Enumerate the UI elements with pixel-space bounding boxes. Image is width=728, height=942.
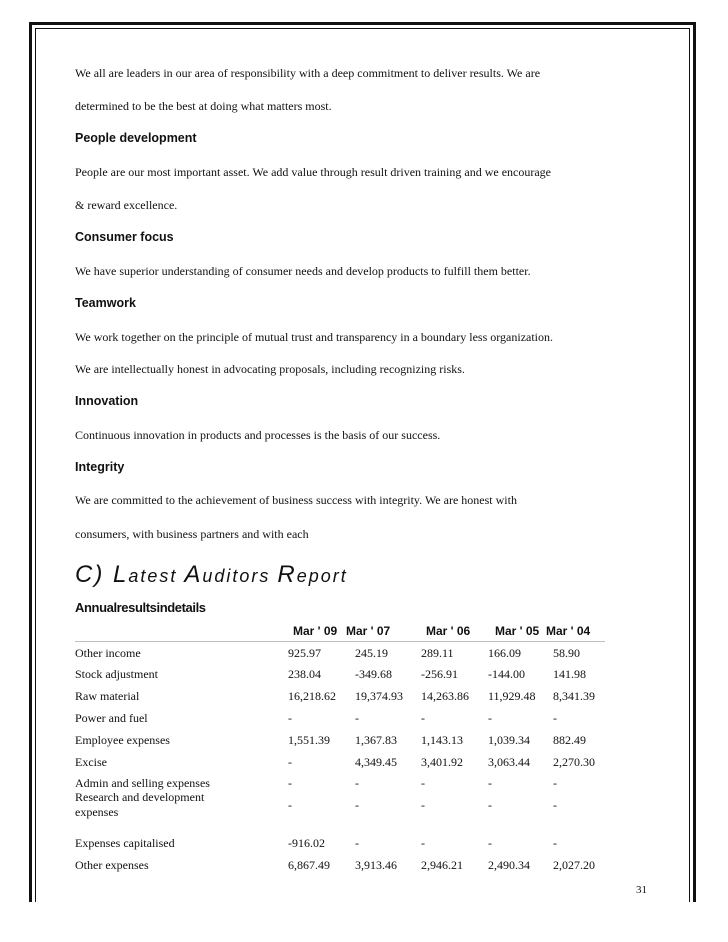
table-cell: - (355, 798, 359, 812)
row-label: Excise (75, 755, 107, 769)
table-cell: - (488, 711, 492, 725)
intro-line-1: We all are leaders in our area of responsibility with a deep commitment to deliver results. We are (75, 66, 541, 80)
table-cell: 58.90 (553, 646, 580, 660)
heading-integrity: Integrity (75, 460, 125, 474)
table-cell: 16,218.62 (288, 689, 336, 703)
table-cell: - (488, 798, 492, 812)
heading-people-development: People development (75, 131, 197, 145)
table-cell: 3,401.92 (421, 755, 463, 769)
table-cell: 245.19 (355, 646, 388, 660)
table-row (75, 733, 635, 755)
column-header-mar-09: Mar ' 09 (293, 624, 338, 638)
table-row (75, 858, 635, 880)
table-cell: 925.97 (288, 646, 321, 660)
table-cell: - (488, 776, 492, 790)
column-header-mar-05: Mar ' 05 (495, 624, 540, 638)
row-label: expenses (75, 805, 119, 819)
row-label: Employee expenses (75, 733, 170, 747)
table-cell: 11,929.48 (488, 689, 536, 703)
table-cell: 8,341.39 (553, 689, 595, 703)
table-cell: 3,063.44 (488, 755, 530, 769)
column-header-mar-06: Mar ' 06 (426, 624, 471, 638)
table-row (75, 667, 635, 689)
table-cell: - (488, 836, 492, 850)
table-cell: - (288, 711, 292, 725)
column-header-mar-04: Mar ' 04 (546, 624, 591, 638)
innovation-line-1: Continuous innovation in products and processes is the basis of our success. (75, 428, 441, 442)
table-cell: - (355, 836, 359, 850)
table-cell: 6,867.49 (288, 858, 330, 872)
table-cell: -349.68 (355, 667, 392, 681)
table-cell: - (421, 711, 425, 725)
intro-line-2: determined to be the best at doing what matters most. (75, 99, 332, 113)
table-cell: 3,913.46 (355, 858, 397, 872)
table-cell: 2,270.30 (553, 755, 595, 769)
consumer-line-1: We have superior understanding of consumer needs and develop products to fulfill them better. (75, 264, 531, 278)
table-cell: 19,374.93 (355, 689, 403, 703)
table-cell: 2,027.20 (553, 858, 595, 872)
table-cell: 882.49 (553, 733, 586, 747)
row-label: Admin and selling expenses (75, 776, 210, 790)
table-cell: 1,039.34 (488, 733, 530, 747)
integrity-line-1: We are committed to the achievement of business success with integrity. We are honest with (75, 493, 517, 507)
table-cell: - (288, 798, 292, 812)
people-line-1: People are our most important asset. We add value through result driven training and we encourage (75, 165, 552, 179)
table-cell: -144.00 (488, 667, 525, 681)
table-cell: - (553, 711, 557, 725)
teamwork-line-1: We work together on the principle of mutual trust and transparency in a boundary less organization. (75, 330, 554, 344)
page-number: 31 (636, 884, 647, 896)
row-label: Other income (75, 646, 141, 660)
row-label: Stock adjustment (75, 667, 158, 681)
table-cell: -256.91 (421, 667, 458, 681)
table-cell: - (553, 836, 557, 850)
table-cell: -916.02 (288, 836, 325, 850)
table-row (75, 755, 635, 777)
table-row (75, 689, 635, 711)
table-cell: - (355, 711, 359, 725)
row-label: Other expenses (75, 858, 149, 872)
table-cell: 1,367.83 (355, 733, 397, 747)
table-cell: 141.98 (553, 667, 586, 681)
table-cell: 1,551.39 (288, 733, 330, 747)
table-row (75, 790, 635, 820)
row-label: Raw material (75, 689, 140, 703)
table-cell: - (288, 755, 292, 769)
table-cell: - (421, 776, 425, 790)
table-cell: - (421, 836, 425, 850)
heading-innovation: Innovation (75, 394, 139, 408)
table-subtitle: Annualresultsindetails (75, 600, 206, 615)
table-cell: 289.11 (421, 646, 454, 660)
table-cell: 2,490.34 (488, 858, 530, 872)
table-row (75, 711, 635, 733)
table-cell: - (421, 798, 425, 812)
table-cell: - (553, 798, 557, 812)
heading-consumer-focus: Consumer focus (75, 230, 174, 244)
table-cell: 14,263.86 (421, 689, 469, 703)
teamwork-line-2: We are intellectually honest in advocating proposals, including recognizing risks. (75, 362, 465, 376)
table-cell: 238.04 (288, 667, 321, 681)
table-rule (75, 641, 605, 642)
table-cell: - (288, 776, 292, 790)
table-cell: 2,946.21 (421, 858, 463, 872)
people-line-2: & reward excellence. (75, 198, 178, 212)
table-cell: 4,349.45 (355, 755, 397, 769)
column-header-mar-07: Mar ' 07 (346, 624, 391, 638)
table-row (75, 646, 635, 668)
heading-teamwork: Teamwork (75, 296, 136, 310)
table-cell: - (355, 776, 359, 790)
integrity-line-2: consumers, with business partners and with each (75, 527, 309, 541)
row-label: Research and development (75, 790, 205, 804)
row-label: Power and fuel (75, 711, 148, 725)
row-label: Expenses capitalised (75, 836, 175, 850)
section-title: C) Latest Auditors Report (75, 561, 348, 588)
table-cell: 166.09 (488, 646, 521, 660)
table-cell: - (553, 776, 557, 790)
table-row (75, 836, 635, 858)
table-cell: 1,143.13 (421, 733, 463, 747)
